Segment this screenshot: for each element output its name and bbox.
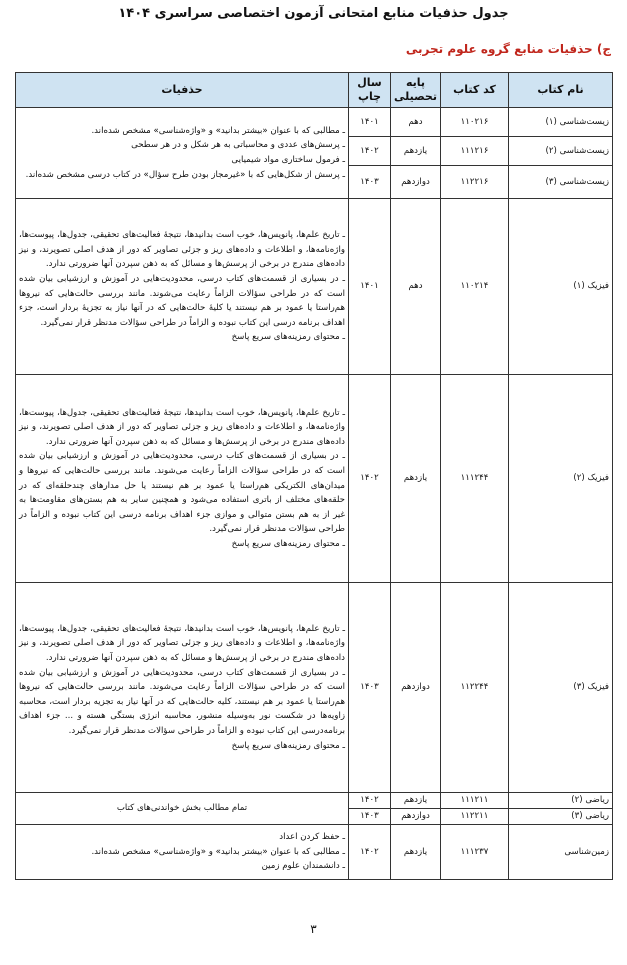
book-code: ۱۱۲۲۱۶ [441,166,509,199]
book-code: ۱۱۱۲۱۱ [441,793,509,809]
table-row [16,793,613,809]
deletion-item: ـ محتوای رمزینه‌های سریع پاسخ [231,538,345,549]
book-code: ۱۱۲۲۱۱ [441,809,509,825]
print-year: ۱۴۰۳ [349,809,391,825]
deletion-item: ـ تاریخ علم‌ها، پانویس‌ها، خوب است بدانیدها، نتیجهٔ فعالیت‌های تحقیقی، جدول‌ها، پیوست‌ها، واژه‌نامه‌ها، و اطلاعات و داده‌های ریز و جزئی تصاویر که دور از هدف اصلی تصویرند، و نیز داده‌های مندرج در برخی از پرسش‌ها و مسائل که به ذهن سپردن آنها ضرورتی ندارد. [19,407,345,447]
book-name: زیست‌شناسی (۱) [509,108,613,137]
deletion-item: ـ تاریخ علم‌ها، پانویس‌ها، خوب است بدانیدها، نتیجهٔ فعالیت‌های تحقیقی، جدول‌ها، پیوست‌ها، واژه‌نامه‌ها، و اطلاعات و داده‌های ریز و جزئی تصاویر که دور از هدف اصلی تصویرند، و نیز داده‌های مندرج در برخی از پرسش‌ها و مسائل که به ذهن سپردن آنها ضرورتی ندارد. [19,230,345,270]
book-name: فیزیک (۲) [509,375,613,583]
book-code: ۱۱۲۲۴۴ [441,583,509,793]
table-row [16,583,613,793]
deletion-item: ـ محتوای رمزینه‌های سریع پاسخ [231,332,345,343]
deletion-item: ـ در بسیاری از قسمت‌های کتاب درسی، محدودیت‌هایی در آموزش و ارزشیابی بیان شده است که در طراحی سؤالات الزاماً رعایت می‌شوند. مانند بررسی حالت‌هایی که نیروها و میدان‌های الکتریکی هم‌راستا یا عمود بر هم نیستند یا حل مدارهای چندحلقه‌ای که در حلقه‌های مختلف از باتری استفاده می‌شود و همچنین سایر به هم بستن‌های مقاومت‌ها به غیر از به هم بستن متوالی و موازی جزء اهداف برنامه درسی این کتاب نبوده و الزاماً در طراحی سؤالات مدنظر قرار نمی‌گیرد. [19,451,345,535]
deletion-item: ـ فرمول ساختاری مواد شیمیایی [231,155,345,165]
grade: یازدهم [391,793,441,809]
header-year: سال چاپ [349,73,391,108]
deletions-table [15,72,613,880]
deletion-item: ـ مطالبی که با عنوان «بیشتر بدانید» و «واژه‌شناسی» مشخص شده‌اند. [91,846,345,857]
book-code: ۱۱۱۲۴۴ [441,375,509,583]
print-year: ۱۴۰۲ [349,375,391,583]
book-code: ۱۱۱۲۱۶ [441,137,509,166]
deletion-item: ـ پرسش‌های عددی و محاسباتی به هر شکل و در هر سطحی [131,140,345,151]
print-year: ۱۴۰۲ [349,137,391,166]
deletions-cell [16,825,349,880]
deletion-item: ـ حفظ کردن اعداد [279,832,345,843]
deletion-item: ـ در بسیاری از قسمت‌های کتاب درسی، محدودیت‌هایی در آموزش و ارزشیابی بیان شده است که در طراحی سؤالات الزاماً رعایت می‌شوند. مانند بررسی حالت‌هایی که نیروها هم‌راستا یا عمود بر هم نیستند، کلیه حالت‌هایی که در آنها نیاز به تجزیه بردار است، محاسبه زاویه‌ها در شکست نور به‌وسیله منشور، محاسبه انرژی بستگی هسته و ... جزء اهداف برنامه‌درسی این کتاب نبوده و الزاماً در طراحی سؤالات مدنظر قرار نمی‌گیرد. [19,667,345,736]
deletion-item: ـ در بسیاری از قسمت‌های کتاب درسی، محدودیت‌هایی در آموزش و ارزشیابی بیان شده است که در طراحی سؤالات الزاماً رعایت می‌شوند. مانند بررسی حالت‌هایی که نیروها هم‌راستا یا عمود بر هم نیستند یا کلیهٔ حالت‌هایی که در آنها نیاز به تجزیهٔ بردار است، جزء اهداف برنامه درسی این کتاب نبوده و الزاماً در طراحی سؤالات مدنظر قرار نمی‌گیرد. [19,273,345,328]
table-header-row [16,73,613,108]
grade: دوازدهم [391,166,441,199]
deletion-item: تمام مطالب بخش خواندنی‌های کتاب [116,803,248,814]
deletion-item: ـ محتوای رمزینه‌های سریع پاسخ [231,740,345,751]
book-code: ۱۱۱۲۳۷ [441,825,509,880]
grade: یازدهم [391,825,441,880]
deletions-cell [16,793,349,825]
book-name: زیست‌شناسی (۳) [509,166,613,199]
book-name: زمین‌شناسی [509,825,613,880]
header-grade: پایه تحصیلی [391,73,441,108]
table-row [16,825,613,880]
print-year: ۱۴۰۲ [349,825,391,880]
print-year: ۱۴۰۲ [349,793,391,809]
table-row [16,199,613,375]
grade: دوازدهم [391,809,441,825]
deletion-item: ـ پرسش از شکل‌هایی که با «غیرمجاز بودن طرح سؤال» در کتاب درسی مشخص شده‌اند. [25,169,345,180]
print-year: ۱۴۰۳ [349,583,391,793]
deletion-item: ـ دانشمندان علوم زمین [261,861,345,872]
page-title: جدول حذفیات منابع امتحانی آزمون اختصاصی سراسری ۱۴۰۴ [118,6,509,21]
grade: یازدهم [391,137,441,166]
table-row [16,375,613,583]
book-name: زیست‌شناسی (۲) [509,137,613,166]
grade: دهم [391,199,441,375]
print-year: ۱۴۰۱ [349,199,391,375]
section-subtitle: ج) حذفیات منابع گروه علوم تجربی [405,42,611,56]
grade: دوازدهم [391,583,441,793]
book-code: ۱۱۰۲۱۴ [441,199,509,375]
table-row [16,108,613,137]
header-deletions: حذفیات [16,73,349,108]
grade: دهم [391,108,441,137]
grade: یازدهم [391,375,441,583]
header-book-code: کد کتاب [441,73,509,108]
page-number: ۳ [310,922,317,936]
book-name: فیزیک (۱) [509,199,613,375]
deletions-cell [16,199,349,375]
deletion-item: ـ مطالبی که با عنوان «بیشتر بدانید» و «واژه‌شناسی» مشخص شده‌اند. [91,125,345,136]
book-name: فیزیک (۳) [509,583,613,793]
book-name: ریاضی (۲) [509,793,613,809]
deletions-cell [16,583,349,793]
book-name: ریاضی (۳) [509,809,613,825]
header-book-name: نام کتاب [509,73,613,108]
deletions-cell [16,375,349,583]
print-year: ۱۴۰۱ [349,108,391,137]
deletions-cell [16,108,349,199]
print-year: ۱۴۰۳ [349,166,391,199]
deletion-item: ـ تاریخ علم‌ها، پانویس‌ها، خوب است بدانیدها، نتیجهٔ فعالیت‌های تحقیقی، جدول‌ها، پیوست‌ها، واژه‌نامه‌ها، و اطلاعات و داده‌های ریز و جزئی تصاویر که دور از هدف اصلی تصویرند، و نیز داده‌های مندرج در برخی از پرسش‌ها و مسائل که به ذهن سپردن آنها ضرورتی ندارد. [19,623,345,664]
book-code: ۱۱۰۲۱۶ [441,108,509,137]
